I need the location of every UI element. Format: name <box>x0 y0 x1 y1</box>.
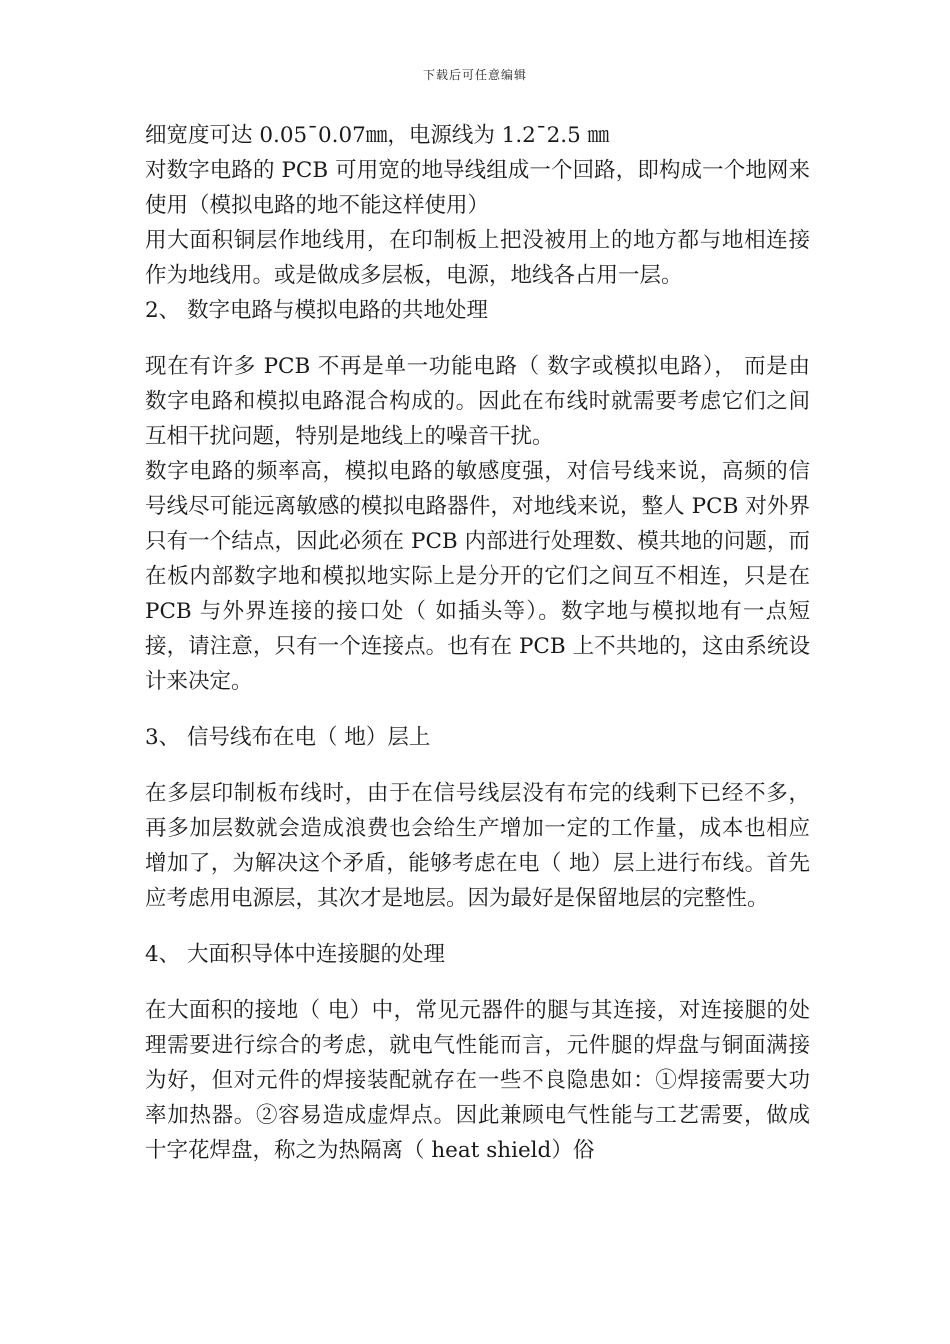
paragraph-ground-line-width: 细宽度可达 0.05¯0.07㎜，电源线为 1.2¯2.5 ㎜ <box>145 123 610 148</box>
section-heading-2: 2、 数字电路与模拟电路的共地处理 <box>145 298 489 323</box>
paragraph-copper-ground-layer: 用大面积铜层作地线用，在印制板上把没被用上的地方都与地相连接作为地线用。或是做成多层板，电源，地线各占用一层。 <box>145 228 810 288</box>
section-heading-3: 3、 信号线布在电（ 地）层上 <box>145 725 431 750</box>
paragraph-digital-ground-loop: 对数字电路的 PCB 可用宽的地导线组成一个回路，即构成一个地网来使用（模拟电路的地不能这样使用） <box>145 158 810 218</box>
paragraph-power-layer-routing: 在多层印制板布线时，由于在信号线层没有布完的线剩下已经不多，再多加层数就会造成浪费也会给生产增加一定的工作量，成本也相应增加了，为解决这个矛盾，能够考虑在电（ 地）层上进行布线。首先应考虑用电源层，其次才是地层。因为最好是保留地层的完整性。 <box>145 781 810 911</box>
paragraph-mixed-circuits: 现在有许多 PCB 不再是单一功能电路（ 数字或模拟电路）， 而是由数字电路和模拟电路混合构成的。因此在布线时就需要考虑它们之间互相干扰问题，特别是地线上的噪音干扰。 <box>145 354 810 449</box>
paragraph-thermal-relief: 在大面积的接地（ 电）中，常见元器件的腿与其连接，对连接腿的处理需要进行综合的考虑，就电气性能而言，元件腿的焊盘与铜面满接为好，但对元件的焊接装配就存在一些不良隐患如：①焊接需要大功率加热器。②容易造成虚焊点。因此兼顾电气性能与工艺需要，做成十字花焊盘，称之为热隔离（ heat shield）俗 <box>145 998 810 1163</box>
page-header: 下载后可任意编辑 <box>422 68 527 82</box>
section-heading-4: 4、 大面积导体中连接腿的处理 <box>145 942 446 967</box>
document-body <box>145 118 810 1168</box>
paragraph-common-ground: 数字电路的频率高，模拟电路的敏感度强，对信号线来说，高频的信号线尽可能远离敏感的模拟电路器件，对地线来说，整人 PCB 对外界只有一个结点，因此必须在 PCB 内部进行处理数、模共地的问题，而在板内部数字地和模拟地实际上是分开的它们之间互不相连，只是在 PCB 与外界连接的接口处（ 如插头等）。数字地与模拟地有一点短接，请注意，只有一个连接点。也有在 PCB 上不共地的，这由系统设计来决定。 <box>145 459 810 694</box>
